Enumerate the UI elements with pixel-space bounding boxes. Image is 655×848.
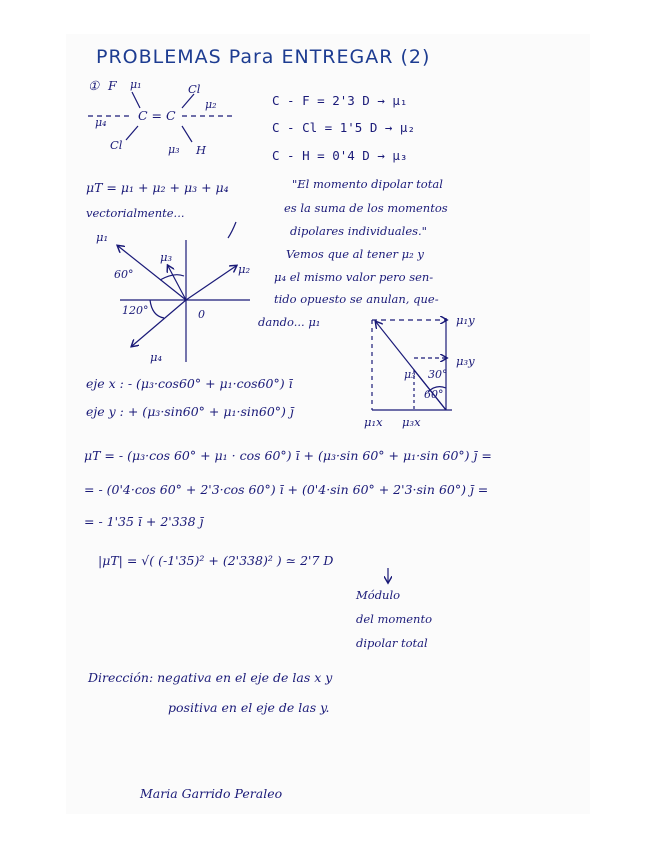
- bond-moment-ch: C - H = 0'4 D → μ₃: [272, 148, 408, 163]
- molecule-bond-up-left: [132, 92, 140, 108]
- molecule-label-mu4: μ₄: [95, 116, 107, 129]
- vectorially-arrow: [228, 222, 236, 238]
- modulus-equation: |μT| = √( (-1'35)² + (2'338)² ) ≃ 2'7 D: [98, 553, 334, 568]
- molecule-bond-down-left: [126, 126, 138, 140]
- reasoning-line-2: μ₄ el mismo valor pero sen-: [274, 270, 434, 284]
- modulus-note-2: del momento: [356, 612, 432, 626]
- bond-moment-ccl: C - Cl = 1'5 D → μ₂: [272, 120, 415, 135]
- reasoning-line-4: dando... μ₁: [258, 315, 321, 329]
- quote-line-1: "El momento dipolar total: [292, 177, 443, 191]
- diagram2-label-mu1y: μ₁y: [456, 313, 475, 327]
- modulus-note-3: dipolar total: [356, 636, 428, 650]
- diagram1-label-mu1: μ₁: [96, 230, 109, 244]
- diagram1-arc-120: [150, 300, 164, 318]
- diagram1-vector-mu1: [118, 246, 186, 300]
- diagram1-label-60: 60°: [114, 268, 134, 281]
- modulus-note-1: Módulo: [356, 588, 401, 602]
- molecule-bond-down-right: [182, 126, 192, 142]
- molecule-label-mu2: μ₂: [205, 98, 217, 111]
- reasoning-line-1: Vemos que al tener μ₂ y: [286, 247, 424, 261]
- bond-moment-cf: C - F = 2'3 D → μ₁: [272, 93, 408, 108]
- diagram1-label-origin: 0: [198, 308, 205, 321]
- molecule-label-h: H: [196, 143, 207, 157]
- axis-x-component: eje x : - (μ₃·cos60° + μ₁·cos60°) ī: [86, 376, 293, 391]
- molecule-label-mu1: μ₁: [130, 78, 142, 91]
- diagram1-arc-60: [160, 275, 184, 280]
- molecule-label-cl-bottom: Cl: [110, 138, 123, 152]
- diagram2-label-60: 60°: [424, 388, 444, 401]
- calc-line-2: = - (0'4·cos 60° + 2'3·cos 60°) ī + (0'4·sin 60° + 2'3·sin 60°) j̄ =: [84, 482, 489, 497]
- vectorially-label: vectorialmente...: [86, 206, 185, 220]
- molecule-bond-up-right: [182, 94, 194, 108]
- calc-line-1: μT = - (μ₃·cos 60° + μ₁ · cos 60°) ī + (μ₃·sin 60° + μ₁·sin 60°) j̄ =: [84, 448, 492, 463]
- diagram2-label-mu3x: μ₃x: [402, 415, 421, 429]
- direction-line-2: positiva en el eje de las y.: [168, 700, 330, 715]
- diagram1-vector-mu4: [132, 300, 186, 346]
- diagram1-label-120: 120°: [122, 304, 149, 317]
- diagram1-label-mu3: μ₃: [160, 250, 173, 264]
- diagram1-label-mu4: μ₄: [150, 350, 163, 364]
- diagram1-vector-mu3: [168, 266, 186, 300]
- author-signature: Maria Garrido Peraleo: [140, 786, 283, 801]
- diagram2-label-mu3: μ₃: [404, 368, 416, 381]
- axis-y-component: eje y : + (μ₃·sin60° + μ₁·sin60°) j̄: [86, 404, 294, 419]
- quote-line-3: dipolares individuales.": [290, 224, 427, 238]
- direction-line-1: Dirección: negativa en el eje de las x y: [88, 670, 333, 685]
- total-moment-equation: μT = μ₁ + μ₂ + μ₃ + μ₄: [86, 180, 229, 195]
- molecule-label-f: F: [108, 78, 117, 93]
- diagram1-vector-mu2: [186, 266, 236, 300]
- quote-line-2: es la suma de los momentos: [284, 201, 448, 215]
- page-title: PROBLEMAS Para ENTREGAR (2): [96, 46, 431, 68]
- molecule-label-mu3: μ₃: [168, 143, 180, 156]
- molecule-label-cl-top: Cl: [188, 82, 201, 96]
- diagram2-label-mu1x: μ₁x: [364, 415, 383, 429]
- diagram2-label-30: 30°: [428, 368, 448, 381]
- problem-number: ①: [88, 78, 100, 93]
- reasoning-line-3: tido opuesto se anulan, que-: [274, 292, 439, 306]
- diagram1-label-mu2: μ₂: [238, 262, 251, 276]
- molecule-double-bond: C = C: [138, 108, 176, 123]
- diagram2-label-mu3y: μ₃y: [456, 354, 475, 368]
- calc-line-3: = - 1'35 ī + 2'338 j̄: [84, 514, 204, 529]
